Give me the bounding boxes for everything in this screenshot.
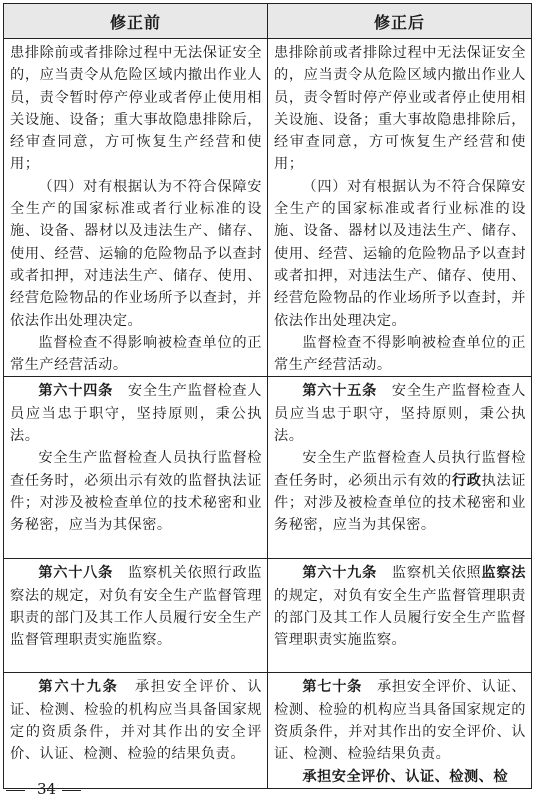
- dash-left: [6, 790, 25, 791]
- cell-after: [268, 559, 532, 673]
- table-row: [4, 377, 532, 559]
- paragraph: [10, 562, 262, 651]
- article-number: 第六十五条: [302, 383, 377, 400]
- page-footer: [0, 780, 200, 800]
- paragraph-text: 安全生产监督检查人员执行监督检查任务时，必须出示有效的: [274, 450, 526, 489]
- cell-before: [4, 559, 268, 673]
- article-number: 第六十八条: [38, 565, 113, 582]
- paragraph: 患排除前或者排除过程中无法保证安全的，应当责令从危险区域内撤出作业人员，责令暂时停产停业或者停止使用相关设施、设备；重大事故隐患排除后，经审查同意，方可恢复生产经营和使用；: [274, 45, 526, 173]
- article-number: 第六十九条: [38, 679, 119, 696]
- paragraph: [10, 380, 262, 447]
- paragraph-text: 的规定，对负有安全生产监督管理职责的部门及其工作人员履行安全生产监督管理职责实施监察。: [274, 587, 526, 649]
- header-row: [4, 4, 532, 39]
- header-after: 修正后: [268, 4, 532, 39]
- amended-text: 监察法: [481, 565, 526, 582]
- paragraph-text: 安全生产监督检查人员应当忠于职守，坚持原则，秉公执法。: [10, 383, 262, 445]
- paragraph: （四）对有根据认为不符合保障安全生产的国家标准或者行业标准的设施、设备、器材以及违法生产、储存、使用、经营、运输的危险物品予以查封或者扣押，对违法生产、储存、使用、经营危险物品的作业场所予以查封，并依法作出处理决定。: [10, 178, 262, 329]
- article-number: 第六十九条: [302, 565, 377, 582]
- paragraph-text: 监察机关依照: [391, 565, 482, 582]
- new-paragraph: 承担安全评价、认证、检测、检: [302, 768, 509, 785]
- page-number: 34: [37, 780, 57, 798]
- dash-right: [62, 790, 81, 791]
- paragraph-text: 安全生产监督检查人员应当忠于职守，坚持原则，秉公执法。: [274, 383, 526, 445]
- paragraph: [274, 380, 526, 447]
- paragraph-text: 监察机关依照行政监察法的规定，对负有安全生产监督管理职责的部门及其工作人员履行安全生产监督管理职责实施监察。: [10, 565, 262, 649]
- paragraph-text: 承担安全评价、认证、检测、检验的机构应当具备国家规定的资质条件，并对其作出的安全评价、认证、检测、检验的结果负责。: [10, 679, 262, 763]
- paragraph: 监督检查不得影响被检查单位的正常生产经营活动。: [274, 334, 526, 374]
- cell-after: [268, 673, 532, 788]
- table-row: [4, 559, 532, 673]
- paragraph: [10, 676, 262, 765]
- table-row: [4, 39, 532, 377]
- article-number: 第七十条: [302, 679, 363, 696]
- cell-before: [4, 39, 268, 377]
- paragraph: [274, 676, 526, 765]
- paragraph: 安全生产监督检查人员执行监督检查任务时，必须出示有效的监督执法证件；对涉及被检查单位的技术秘密和业务秘密，应当为其保密。: [10, 450, 262, 534]
- comparison-table: [3, 3, 532, 789]
- header-before: 修正前: [4, 4, 268, 39]
- paragraph: [274, 562, 526, 651]
- paragraph: （四）对有根据认为不符合保障安全生产的国家标准或者行业标准的设施、设备、器材以及违法生产、储存、使用、经营、运输的危险物品予以查封或者扣押，对违法生产、储存、使用、经营危险物品的作业场所予以查封，并依法作出处理决定。: [274, 178, 526, 329]
- paragraph-text: 执法证件；对涉及被检查单位的技术秘密和业务秘密，应当为其保密。: [274, 472, 526, 534]
- amended-text: 行政: [451, 472, 482, 489]
- paragraph: 患排除前或者排除过程中无法保证安全的，应当责令从危险区域内撤出作业人员，责令暂时停产停业或者停止使用相关设施、设备；重大事故隐患排除后，经审查同意，方可恢复生产经营和使用；: [10, 45, 262, 173]
- cell-before: [4, 673, 268, 788]
- table-row: [4, 673, 532, 788]
- cell-after: [268, 377, 532, 559]
- paragraph-text: 承担安全评价、认证、检测、检验的机构应当具备国家规定的资质条件，并对其作出的安全评价、认证、检测、检验结果负责。: [274, 679, 526, 763]
- paragraph: [274, 447, 526, 536]
- cell-after: [268, 39, 532, 377]
- paragraph: 监督检查不得影响被检查单位的正常生产经营活动。: [10, 334, 262, 374]
- article-number: 第六十四条: [38, 383, 113, 400]
- cell-before: [4, 377, 268, 559]
